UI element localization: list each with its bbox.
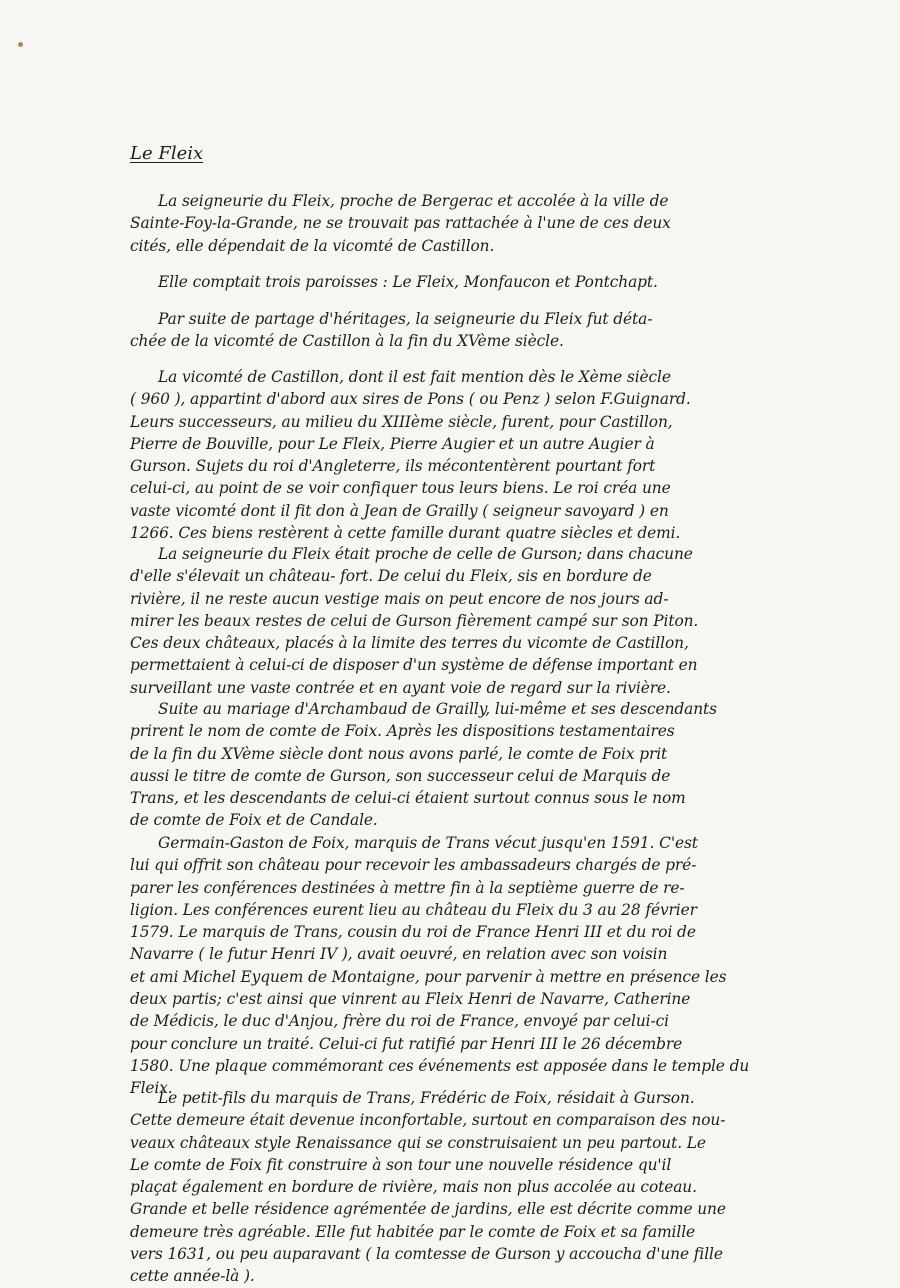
text-line: demeure très agréable. Elle fut habitée par le comte de Foix et sa famille: [130, 1222, 696, 1241]
text-line: rivière, il ne reste aucun vestige mais on peut encore de nos jours ad-: [130, 589, 669, 608]
text-line: Suite au mariage d'Archambaud de Grailly, lui-même et ses descendants: [158, 700, 717, 718]
text-line: d'elle s'élevait un château- fort. De celui du Fleix, sis en bordure de: [130, 567, 652, 586]
text-line: plaçat également en bordure de rivière, mais non plus accolée au coteau.: [130, 1178, 697, 1197]
text-line: 1266. Ces biens restèrent à cette famille durant quatre siècles et demi.: [130, 524, 681, 543]
text-line: Germain-Gaston de Foix, marquis de Trans vécut jusqu'en 1591. C'est: [158, 834, 698, 852]
text-line: cités, elle dépendait de la vicomté de Castillon.: [130, 236, 495, 255]
paragraph: [130, 832, 770, 1100]
text-line: vers 1631, ou peu auparavant ( la comtesse de Gurson y accoucha d'une fille: [130, 1245, 723, 1264]
text-line: Leurs successeurs, au milieu du XIIIème siècle, furent, pour Castillon,: [130, 412, 673, 431]
text-line: pour conclure un traité. Celui-ci fut ratifié par Henri III le 26 décembre: [130, 1034, 683, 1053]
text-line: Elle comptait trois paroisses : Le Fleix, Monfaucon et Pontchapt.: [158, 273, 658, 291]
text-line: Sainte-Foy-la-Grande, ne se trouvait pas rattachée à l'une de ces deux: [130, 214, 671, 233]
text-line: La vicomté de Castillon, dont il est fait mention dès le Xème siècle: [158, 368, 671, 386]
paragraph: [130, 698, 770, 832]
text-line: La seigneurie du Fleix était proche de celle de Gurson; dans chacune: [158, 545, 693, 563]
text-line: veaux châteaux style Renaissance qui se construisaient un peu partout. Le: [130, 1133, 706, 1152]
text-line: vaste vicomté dont il fit don à Jean de Grailly ( seigneur savoyard ) en: [130, 501, 669, 520]
paragraph: [130, 190, 770, 257]
paragraph: [130, 366, 770, 544]
text-line: aussi le titre de comte de Gurson, son successeur celui de Marquis de: [130, 766, 671, 785]
text-line: cette année-là ).: [130, 1267, 255, 1286]
paragraph: [130, 271, 770, 293]
text-line: de la fin du XVème siècle dont nous avons parlé, le comte de Foix prit: [130, 744, 668, 763]
text-line: Le petit-fils du marquis de Trans, Frédéric de Foix, résidait à Gurson.: [158, 1089, 695, 1107]
text-line: mirer les beaux restes de celui de Gurson fièrement campé sur son Piton.: [130, 611, 699, 630]
text-line: 1580. Une plaque commémorant ces événements est apposée dans le temple du: [130, 1056, 750, 1075]
text-line: celui-ci, au point de se voir confiquer tous leurs biens. Le roi créa une: [130, 479, 671, 498]
text-line: deux partis; c'est ainsi que vinrent au Fleix Henri de Navarre, Catherine: [130, 990, 691, 1009]
text-line: surveillant une vaste contrée et en ayant voie de regard sur la rivière.: [130, 678, 671, 697]
text-line: La seigneurie du Fleix, proche de Bergerac et accolée à la ville de: [158, 192, 669, 210]
text-line: lui qui offrit son château pour recevoir les ambassadeurs chargés de pré-: [130, 856, 697, 875]
punch-hole-mark: [18, 42, 23, 47]
text-line: de Médicis, le duc d'Anjou, frère du roi de France, envoyé par celui-ci: [130, 1012, 669, 1031]
text-line: Trans, et les descendants de celui-ci étaient surtout connus sous le nom: [130, 789, 686, 808]
page-title: Le Fleix: [130, 143, 204, 164]
text-line: parer les conférences destinées à mettre fin à la septième guerre de re-: [130, 878, 685, 897]
text-line: chée de la vicomté de Castillon à la fin du XVème siècle.: [130, 332, 564, 351]
text-line: Grande et belle résidence agrémentée de jardins, elle est décrite comme une: [130, 1200, 726, 1219]
text-line: ligion. Les conférences eurent lieu au château du Fleix du 3 au 28 février: [130, 900, 697, 919]
text-line: Gurson. Sujets du roi d'Angleterre, ils mécontentèrent pourtant fort: [130, 457, 656, 476]
text-line: Cette demeure était devenue inconfortable, surtout en comparaison des nou-: [130, 1111, 726, 1130]
text-line: Navarre ( le futur Henri IV ), avait oeuvré, en relation avec son voisin: [130, 945, 668, 964]
text-line: permettaient à celui-ci de disposer d'un système de défense important en: [130, 656, 698, 675]
paragraph: [130, 308, 770, 353]
text-line: Pierre de Bouville, pour Le Fleix, Pierre Augier et un autre Augier à: [130, 434, 655, 453]
text-line: Le comte de Foix fit construire à son tour une nouvelle résidence qu'il: [130, 1155, 672, 1174]
text-line: Ces deux châteaux, placés à la limite des terres du vicomte de Castillon,: [130, 634, 689, 653]
text-line: Par suite de partage d'héritages, la seigneurie du Fleix fut déta-: [158, 310, 653, 328]
paragraph: [130, 1087, 770, 1288]
text-line: Fleix.: [130, 1079, 173, 1098]
text-line: de comte de Foix et de Candale.: [130, 811, 378, 830]
paragraph: [130, 543, 770, 699]
text-line: 1579. Le marquis de Trans, cousin du roi de France Henri III et du roi de: [130, 923, 696, 942]
text-line: prirent le nom de comte de Foix. Après les dispositions testamentaires: [130, 722, 675, 741]
text-line: et ami Michel Eyquem de Montaigne, pour parvenir à mettre en présence les: [130, 967, 727, 986]
text-line: ( 960 ), appartint d'abord aux sires de Pons ( ou Penz ) selon F.Guignard.: [130, 390, 691, 409]
